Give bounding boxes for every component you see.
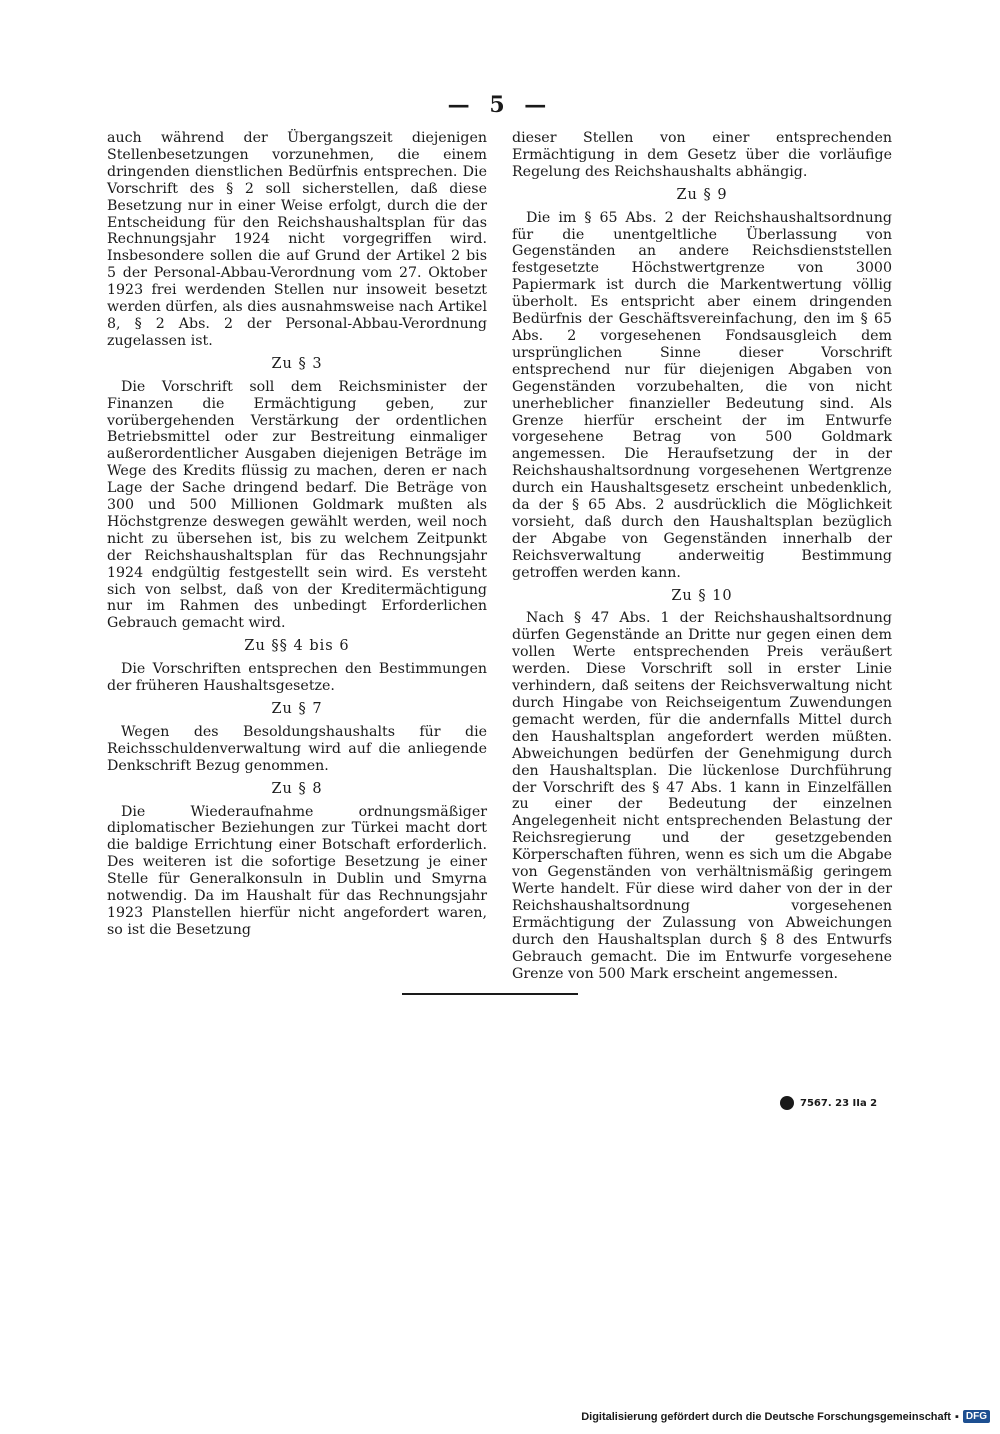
body-paragraph: Die Wiederaufnahme ordnungsmäßiger diplomatischer Beziehungen zur Türkei macht dort die baldige Errichtung einer Botschaft erforderlich. Des weiteren ist die sofortige Besetzung je einer Stelle für Generalkonsuln in Dublin und Smyrna notwendig. Da im Haushalt für das Rechnungsjahr 1923 Planstellen hierfür nicht angefordert waren, so ist die Besetzung — [107, 803, 487, 938]
body-paragraph: Die im § 65 Abs. 2 der Reichshaushaltsordnung für die unentgeltliche Überlassung von Gegenständen an andere Reichsdienststellen festgesetzte Höchstwertgrenze von 3000 Papiermark ist durch die Markentwertung völlig überholt. Es entspricht aber einem dringenden Bedürfnis der Geschäftsvereinfachung, den im § 65 Abs. 2 vorgesehenen Fondsausgleich dem ursprünglichen Sinne dieser Vorschrift entsprechend nur für diejenigen Abgaben von Gegenständen vorzubehalten, die von nicht unerheblicher finanzieller Bedeutung sind. Als Grenze hierfür erscheint der im Entwurfe vorgesehene Betrag von 500 Goldmark angemessen. Die Heraufsetzung der in der Reichshaushaltsordnung vorgesehenen Wertgrenze durch ein Haushaltsgesetz erscheint unbedenklich, da der § 65 Abs. 2 ausdrücklich die Möglichkeit vorsieht, daß durch den Haushaltsplan bezüglich der Abgabe von Gegenständen innerhalb der Reichsverwaltung anderweitig Bestimmung getroffen werden kann. — [512, 209, 892, 581]
body-paragraph: Nach § 47 Abs. 1 der Reichshaushaltsordnung dürfen Gegenstände an Dritte nur gegen einen dem vollen Werte entsprechenden Preis veräußert werden. Diese Vorschrift soll in erster Linie verhindern, daß seitens der Reichsverwaltung nicht durch Hingabe von Reichseigentum Zuwendungen gemacht werden, für die andernfalls Mittel durch den Haushaltsplan angefordert werden müßten. Abweichungen bedürfen der Genehmigung durch den Haushaltsplan. Die lückenlose Durchführung der Vorschrift des § 47 Abs. 1 kann in Einzelfällen zu einer der Bedeutung der einzelnen Angelegenheit nicht entsprechenden Belastung der Reichsregierung und der gesetzgebenden Körperschaften führen, wenn es sich um die Abgabe von Gegenständen von verhältnismäßig geringem Werte handelt. Für diese wird daher von der in der Reichshaushaltsordnung vorgesehenen Ermächtigung der Zulassung von Abweichungen durch den Haushaltsplan durch § 8 des Entwurfs Gebrauch gemacht. Die im Entwurfe vorgesehene Grenze von 500 Mark erscheint angemessen. — [512, 610, 892, 982]
page-number: — 5 — — [447, 92, 553, 118]
footer — [581, 1410, 990, 1423]
closing-rule — [402, 993, 578, 995]
body-paragraph: Wegen des Besoldungshaushalts für die Reichsschuldenverwaltung wird auf die anliegende Denkschrift Bezug genommen. — [107, 723, 487, 774]
dfg-logo: DFG — [963, 1410, 990, 1423]
section-heading: Zu § 9 — [676, 186, 728, 203]
body-paragraph: Die Vorschriften entsprechen den Bestimmungen der früheren Haushaltsgesetze. — [107, 661, 487, 695]
footer-separator: ▪ — [954, 1410, 959, 1423]
body-paragraph: Die Vorschrift soll dem Reichsminister der Finanzen die Ermächtigung geben, zur vorübergehenden Verstärkung der ordentlichen Betriebsmittel oder zur Bestreitung einmaliger außerordentlicher Ausgaben diejenigen Beträge im Wege des Kredits flüssig zu machen, deren er nach Lage der Sache dringend bedarf. Die Beträge von 300 und 500 Millionen Goldmark mußten als Höchstgrenze deswegen gewählt werden, weil noch nicht zu übersehen ist, bis zu welchem Zeitpunkt der Reichshaushaltsplan für das Rechnungsjahr 1924 endgültig festgestellt sein wird. Es versteht sich von selbst, daß von der Kreditermächtigung nur im Rahmen des unbedingt Erforderlichen Gebrauch gemacht wird. — [107, 378, 487, 632]
print-mark — [780, 1096, 877, 1110]
printer-logo-icon — [780, 1096, 794, 1110]
section-heading: Zu § 8 — [271, 780, 323, 797]
print-mark-text: 7567. 23 IIa 2 — [800, 1097, 878, 1109]
section-heading: Zu § 3 — [271, 355, 323, 372]
section-heading: Zu § 7 — [271, 701, 323, 717]
section-heading: Zu § 10 — [671, 587, 733, 604]
body-paragraph: dieser Stellen von einer entsprechenden Ermächtigung in dem Gesetz über die vorläufige Regelung des Reichshaushalts abhängig. — [512, 130, 892, 180]
body-paragraph: auch während der Übergangszeit diejenigen Stellenbesetzungen vorzunehmen, die einem dringenden dienstlichen Bedürfnis entsprechen. Die Vorschrift des § 2 soll sicherstellen, daß diese Besetzung nur in einer Weise erfolgt, durch die der Entscheidung für den Reichshaushaltsplan für das Rechnungsjahr 1924 nicht vorgegriffen wird. Insbesondere sollen die auf Grund der Artikel 2 bis 5 der Personal-Abbau-Verordnung vom 27. Oktober 1923 frei werdenden Stellen nur insoweit besetzt werden dürfen, als dies ausnahmsweise nach Artikel 8, § 2 Abs. 2 der Personal-Abbau-Verordnung zugelassen ist. — [107, 130, 487, 349]
section-heading: Zu §§ 4 bis 6 — [244, 638, 350, 655]
footer-text: Digitalisierung gefördert durch die Deutsche Forschungsgemeinschaft — [581, 1410, 951, 1423]
left-column — [107, 130, 487, 945]
right-column — [512, 130, 892, 988]
